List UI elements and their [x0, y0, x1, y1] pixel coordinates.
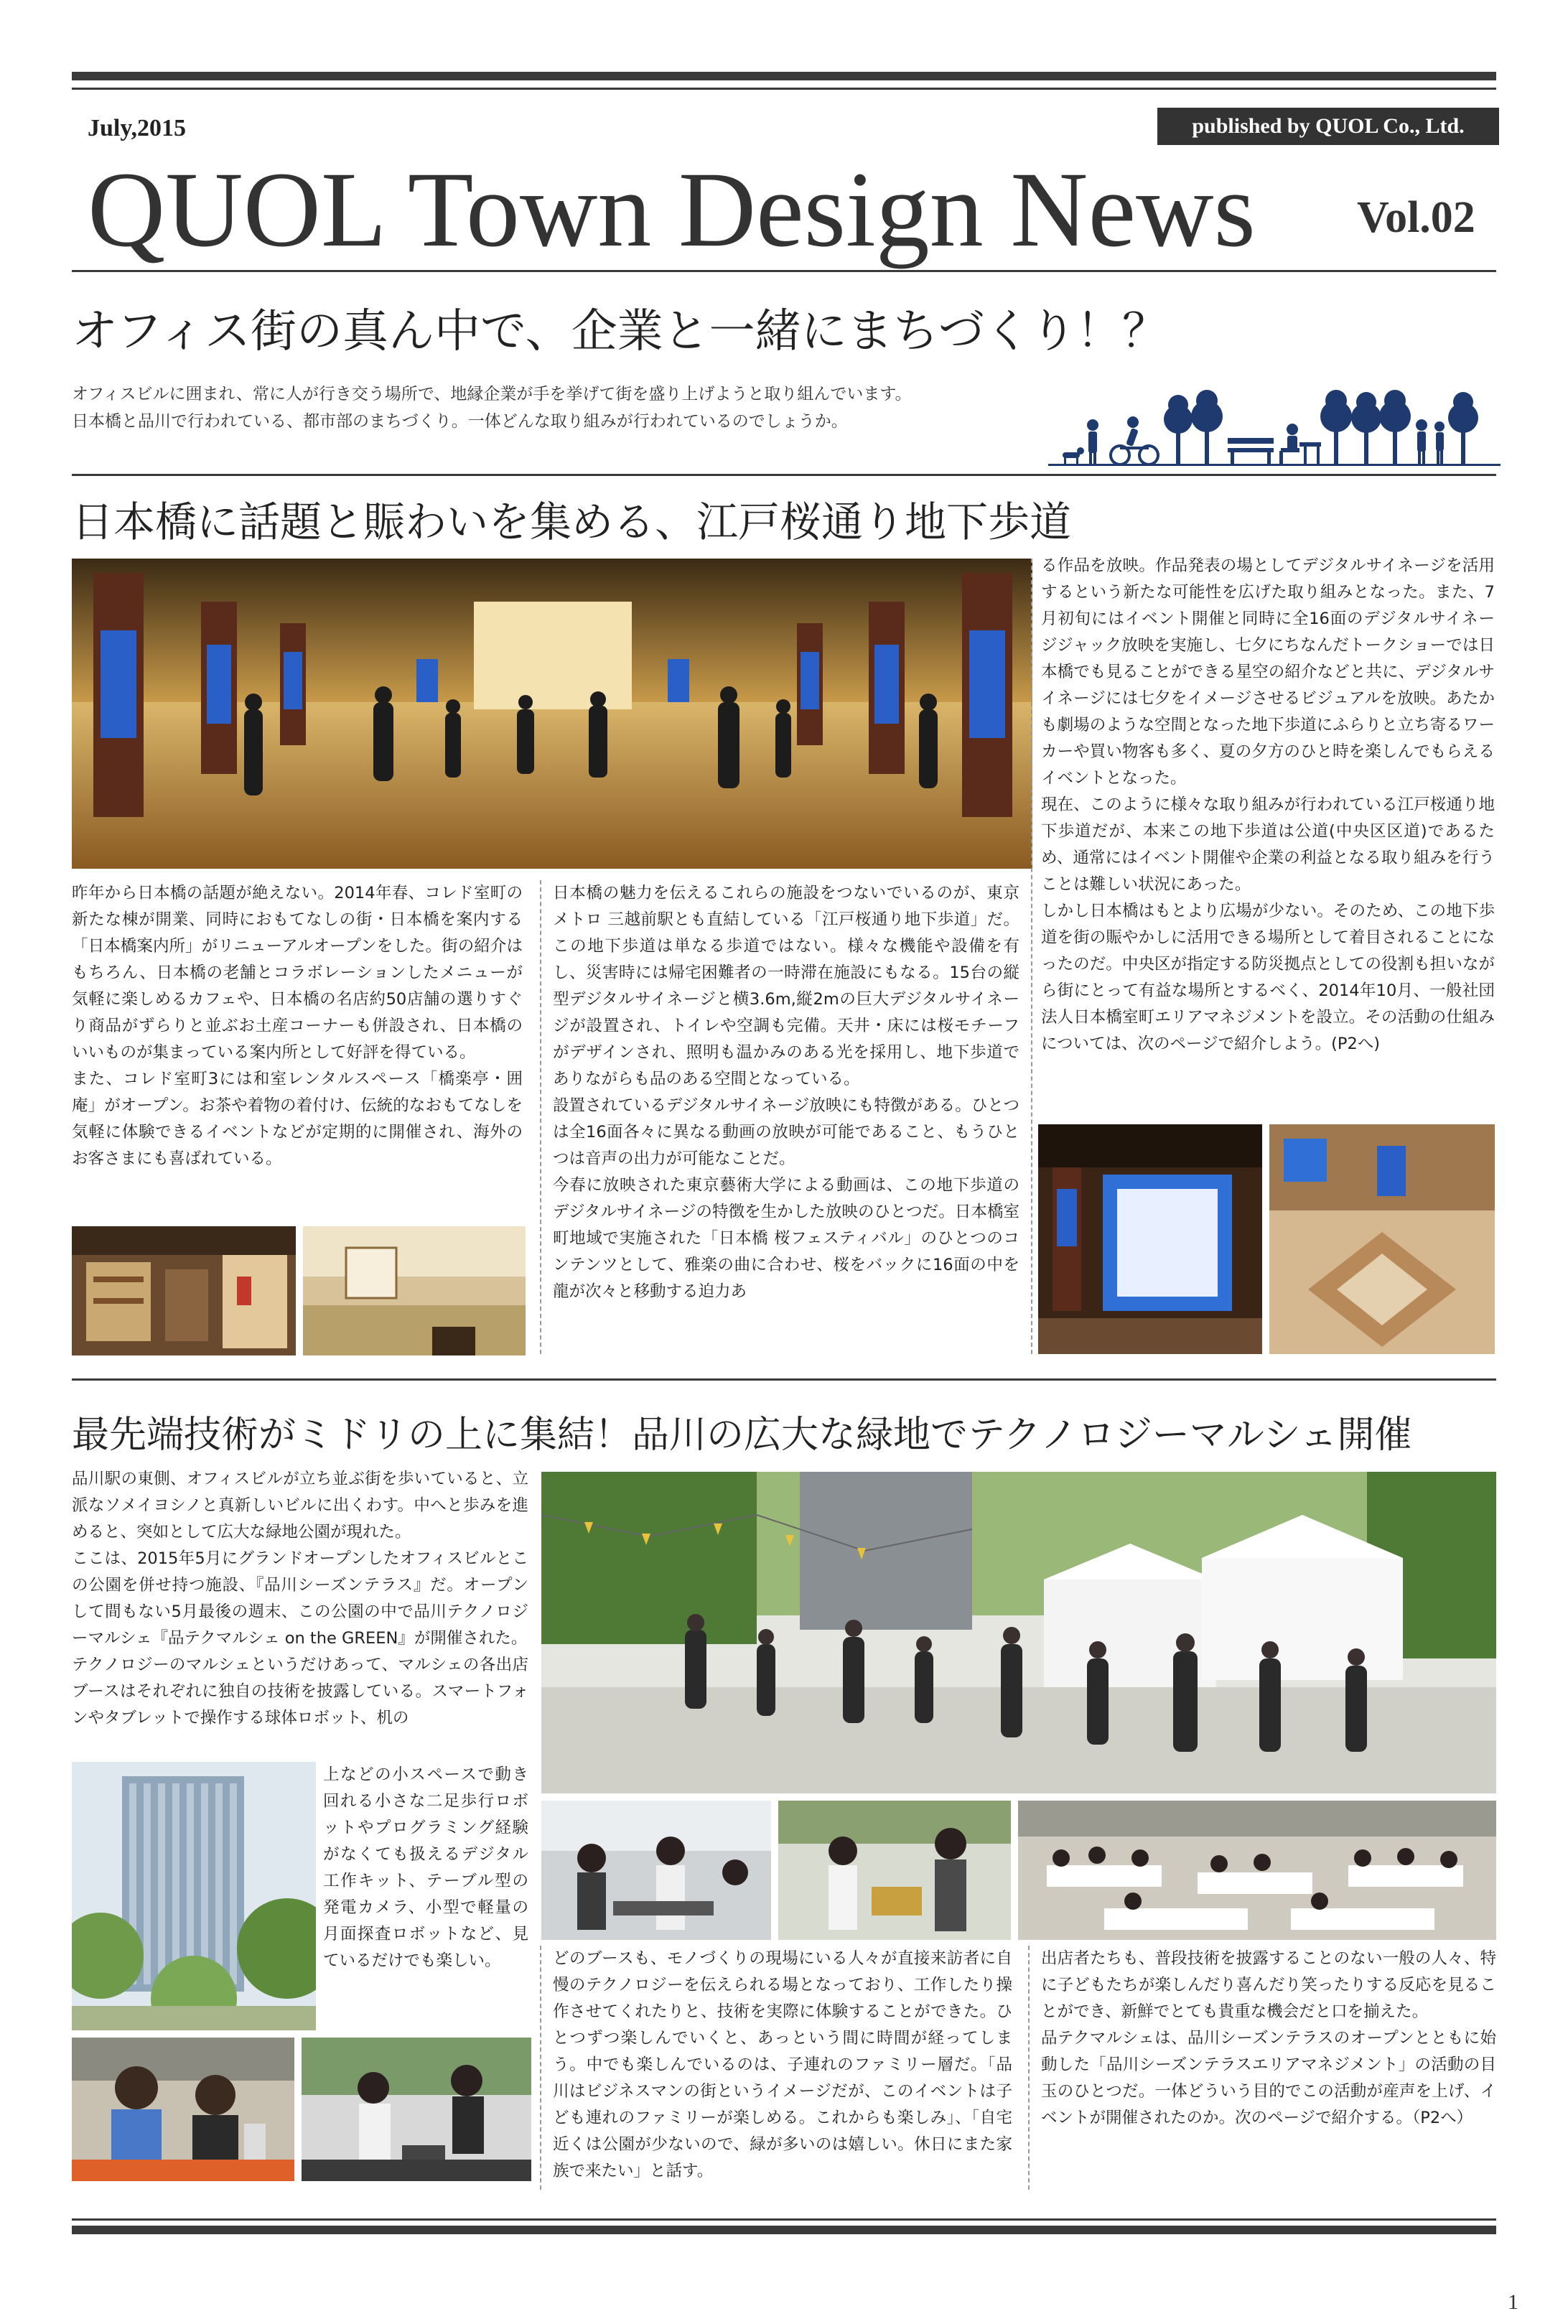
article1-divider2	[1031, 559, 1032, 1354]
article2-divider2	[1028, 1946, 1030, 2190]
article2-col1-paragraph3: テクノロジーのマルシェというだけあって、マルシェの各出店ブースはそれぞれに独自の技術を披露している。スマートフォンやタブレットで操作する球体ロボット、机の	[72, 1656, 528, 1727]
article1-col1-paragraph1: 昨年から日本橋の話題が絶えない。2014年春、コレド室町の新たな棟が開業、同時におもてなしの街・日本橋を案内する「日本橋案内所」がリニューアルオープンをした。街の紹介はもちろん、日本橋の老舗とコラボレーションしたメニューが気軽に楽しめるカフェや、日本橋の名店約50店舗の選りすぐり商品がずらりと並ぶお土産コーナーも併設され、日本橋のいいものが集まっている案内所として好評を得ている。	[72, 884, 523, 1062]
lunar-rover-demo-photo	[302, 2038, 531, 2181]
booth-demo-photo	[541, 1801, 771, 1940]
shop-interior-photo	[72, 1226, 296, 1355]
article1-headline: 日本橋に話題と賑わいを集める、江戸桜通り地下歩道	[72, 498, 1072, 546]
article1-column1	[72, 880, 523, 1172]
article2-divider1	[540, 1946, 541, 2190]
article2-headline: 最先端技術がミドリの上に集結！品川の広大な緑地でテクノロジーマルシェ開催	[72, 1414, 1412, 1457]
article1-column2	[553, 880, 1019, 1305]
article2-col3-paragraph2: 品テクマルシェは、品川シーズンテラスのオープンとともに始動した「品川シーズンテラスエリアマネジメント」の活動の目玉のひとつだ。一体どういう目的でこの活動が産声を上げ、イベントが開催されたのか。次のページで紹介する。（P2へ）	[1041, 2029, 1496, 2127]
article1-col2-paragraph2: 設置されているデジタルサイネージ放映にも特徴がある。ひとつは全16面各々に異なる動画の放映が可能であること、もうひとつは音声の出力が可能なことだ。	[553, 1096, 1019, 1168]
page-number: 1	[1508, 2290, 1518, 2314]
article1-col1-paragraph2: また、コレド室町3には和室レンタルスペース「橋楽亭・囲庵」がオープン。お茶や着物の着付け、伝統的なおもてなしを気軽に体験できるイベントなどが定期的に開催され、海外のお客さまにも喜ばれている。	[72, 1070, 523, 1168]
tech-marche-crowd-photo	[541, 1472, 1496, 1793]
article1-column3	[1041, 553, 1495, 1058]
issue-date: July,2015	[88, 115, 186, 141]
top-rule-thick	[72, 72, 1496, 80]
article1-divider1	[540, 880, 541, 1354]
street-silhouette-illustration	[1048, 388, 1501, 467]
volume-label: Vol.02	[1357, 193, 1475, 242]
office-tower-photo	[72, 1762, 316, 2030]
bottom-rule-thick	[72, 2226, 1496, 2234]
article2-col1-paragraph1: 品川駅の東側、オフィスビルが立ち並ぶ街を歩いていると、立派なソメイヨシノと真新しいビルに出くわす。中へと歩みを進めると、突如として広大な緑地公園が現れた。	[72, 1470, 528, 1541]
article-separator-rule	[72, 1378, 1496, 1381]
article2-col3-paragraph1: 出店者たちも、普段技術を披露することのない一般の人々、特に子どもたちが楽しんだり喜んだり笑ったりする反応を見ることができ、新鮮でとても貴重な機会だと口を揃えた。	[1041, 1949, 1496, 2021]
article1-col2-paragraph3: 今春に放映された東京藝術大学による動画は、この地下歩道のデジタルサイネージの特徴を生かした放映のひとつだ。日本橋室町地域で実施された「日本橋 桜フェスティバル」のひとつのコンテンツとして、雅楽の曲に合わせ、桜をバックに16面の中を龍が次々と移動する迫力あ	[553, 1176, 1019, 1301]
article1-col3-paragraph3: しかし日本橋はもとより広場が少ない。そのため、この地下歩道を街の賑やかしに活用できる場所として着目されることになったのだ。中央区が指定する防災拠点としての役割も担いながら街にとって有益な場所とするべく、2014年10月、一般社団法人日本橋室町エリアマネジメントを設立。その活動の仕組みについては、次のページで紹介しよう。(P2へ)	[1041, 902, 1495, 1053]
publisher-badge: published by QUOL Co., Ltd.	[1157, 108, 1499, 145]
tatami-room-photo	[303, 1226, 526, 1355]
feature-lead-line1: オフィスビルに囲まれ、常に人が行き交う場所で、地縁企業が手を挙げて街を盛り上げようと取り組んでいます。	[72, 385, 912, 403]
kids-robot-photo	[72, 2038, 294, 2181]
masthead-rule	[72, 270, 1496, 272]
feature-lead-line2: 日本橋と品川で行われている、都市部のまちづくり。一体どんな取り組みが行われているのでしょうか。	[72, 412, 848, 431]
article2-column1	[72, 1466, 528, 1732]
feature-rule	[72, 474, 1496, 476]
robot-booth-photo	[778, 1801, 1011, 1940]
article2-column3	[1041, 1946, 1496, 2132]
digital-signage-photo	[1038, 1124, 1262, 1354]
article2-col1-paragraph2: ここは、2015年5月にグランドオープンしたオフィスビルとこの公園を併せ持つ施設、『品川シーズンテラス』だ。オープンして間もない5月最後の週末、この公園の中で品川テクノロジーマルシェ『品テクマルシェ on the GREEN』が開催された。	[72, 1549, 528, 1648]
article2-col1-wrap-text: 上などの小スペースで動き回れる小さな二足歩行ロボットやプログラミング経験がなくても扱えるデジタル工作キット、テーブル型の発電カメラ、小型で軽量の月面探査ロボットなど、見ているだけでも楽しい。	[323, 1765, 528, 1970]
article2-column1-wrap	[323, 1762, 528, 1974]
workshop-tables-photo	[1018, 1801, 1496, 1940]
article1-col3-paragraph2: 現在、このように様々な取り組みが行われている江戸桜通り地下歩道だが、本来この地下歩道は公道(中央区区道)であるため、通常にはイベント開催や企業の利益となる取り組みを行うことは難しい状況にあった。	[1041, 795, 1495, 894]
masthead-title: QUOL Town Design News	[88, 150, 1256, 269]
article1-col3-paragraph1: る作品を放映。作品発表の場としてデジタルサイネージを活用するという新たな可能性を広げた取り組みとなった。また、7月初旬にはイベント開催と同時に全16面のデジタルサイネージジャック放映を実施し、七夕にちなんだトークショーでは日本橋でも見ることができる星空の紹介などと共に、デジタルサイネージには七夕をイメージさせるビジュアルを放映。あたかも劇場のような空間となった地下歩道にふらりと立ち寄るワーカーや買い物客も多く、夏の夕方のひと時を楽しんでもらえるイベントとなった。	[1041, 556, 1495, 788]
bottom-rule-thin	[72, 2218, 1496, 2221]
article1-col2-paragraph1: 日本橋の魅力を伝えるこれらの施設をつないでいるのが、東京メトロ 三越前駅とも直結している「江戸桜通り地下歩道」だ。この地下歩道は単なる歩道ではない。様々な機能や設備を有し、災害時には帰宅困難者の一時滞在施設にもなる。15台の縦型デジタルサイネージと横3.6m,縦2mの巨大デジタルサイネージが設置され、トイレや空調も完備。天井・床には桜モチーフがデザインされ、照明も温かみのある光を採用し、地下歩道でありながらも品のある空間となっている。	[553, 884, 1019, 1088]
article2-column2	[553, 1946, 1012, 2185]
walkway-floor-photo	[1269, 1124, 1495, 1354]
top-rule-thin	[72, 88, 1496, 90]
article2-col2-paragraph1: どのブースも、モノづくりの現場にいる人々が直接来訪者に自慢のテクノロジーを伝えられる場となっており、工作したり操作させてくれたりと、技術を実際に体験することができた。ひとつずつ楽しんでいくと、あっという間に時間が経ってしまう。中でも楽しんでいるのは、子連れのファミリー層だ。「品川はビジネスマンの街というイメージだが、このイベントは子ども連れのファミリーが楽しめる。これからも楽しみ」、「自宅近くは公園が少ないので、緑が多いのは嬉しい。休日にまた家族で来たい」と話す。	[553, 1949, 1012, 2180]
underground-walkway-photo	[72, 559, 1032, 869]
feature-headline: オフィス街の真ん中で、企業と一緒にまちづくり！？	[72, 305, 1169, 358]
